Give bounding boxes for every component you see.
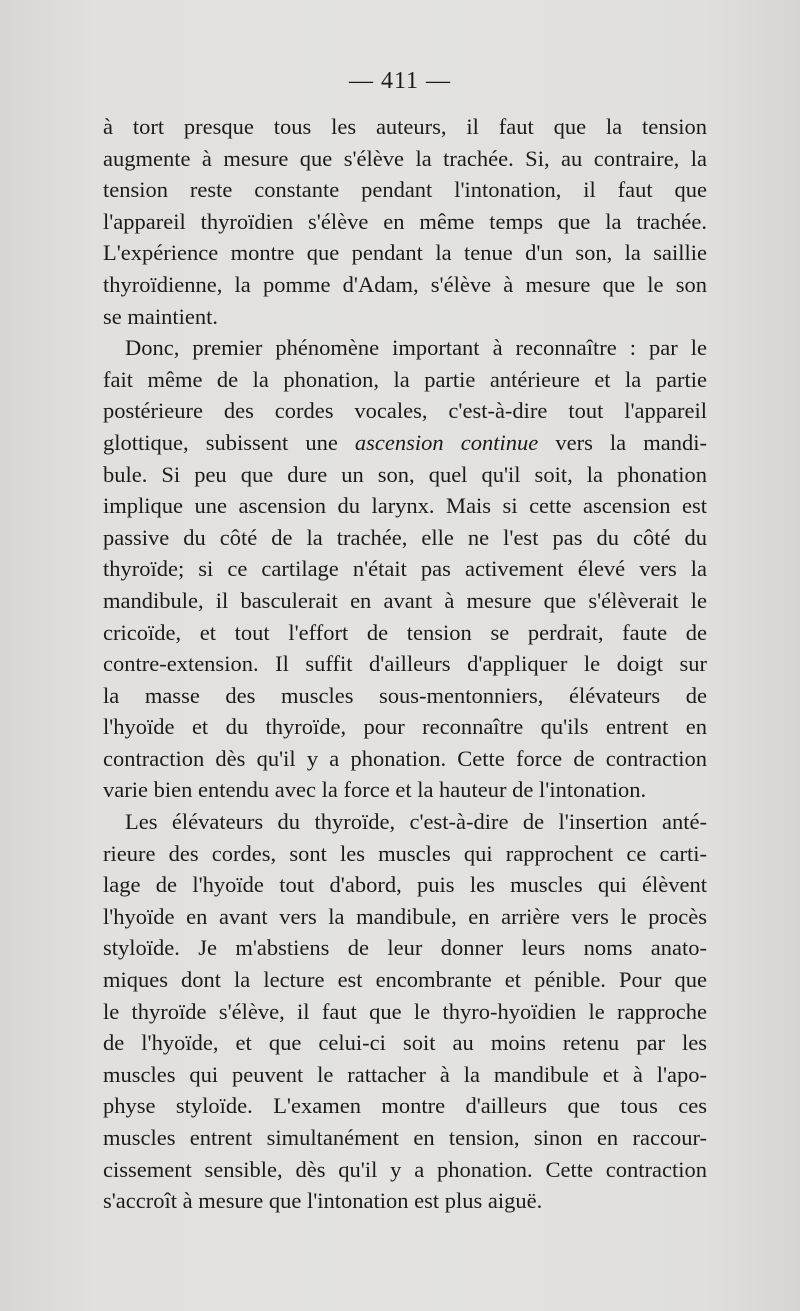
text-line: lage de l'hyoïde tout d'abord, puis les muscles qui élèvent: [103, 872, 707, 898]
text-line: Donc, premier phénomène important à reconnaître : par le: [125, 335, 707, 361]
text-line: cricoïde, et tout l'effort de tension se perdrait, faute de: [103, 619, 707, 645]
paragraph-3: [103, 806, 707, 1217]
text-line: L'expérience montre que pendant la tenue d'un son, la saillie: [103, 240, 707, 266]
text-line: de l'hyoïde, et que celui-ci soit au moins retenu par les: [103, 1030, 707, 1056]
text-line: cissement sensible, dès qu'il y a phonation. Cette contraction: [103, 1156, 707, 1182]
body-text: [103, 111, 707, 1217]
text-line: implique une ascension du larynx. Mais si cette ascension est: [103, 493, 707, 519]
text-line: styloïde. Je m'abstiens de leur donner leurs noms anato-: [103, 935, 707, 961]
text-line: se maintient.: [103, 303, 218, 329]
text-line: rieure des cordes, sont les muscles qui rapprochent ce carti-: [103, 840, 707, 866]
text-line: la masse des muscles sous-mentonniers, élévateurs de: [103, 682, 707, 708]
text-line: tension reste constante pendant l'intonation, il faut que: [103, 177, 707, 203]
text-line: thyroïde; si ce cartilage n'était pas activement élevé vers la: [103, 556, 707, 582]
text-line: physe styloïde. L'examen montre d'ailleurs que tous ces: [103, 1093, 707, 1119]
paragraph-1: [103, 111, 707, 332]
text-line: muscles entrent simultanément en tension, sinon en raccour-: [103, 1125, 707, 1150]
text-line: mandibule, il basculerait en avant à mesure que s'élèverait le: [103, 587, 707, 613]
text-line: Les élévateurs du thyroïde, c'est-à-dire de l'insertion anté-: [125, 809, 707, 835]
page-number: — 411 —: [348, 68, 452, 94]
text-line: contre-extension. Il suffit d'ailleurs d'appliquer le doigt sur: [103, 651, 707, 677]
text-line-with-emphasis: [103, 427, 707, 459]
text-line: augmente à mesure que s'élève la trachée. Si, au contraire, la: [103, 145, 707, 171]
text-line: le thyroïde s'élève, il faut que le thyro-hyoïdien le rapproche: [103, 998, 707, 1024]
text-segment: glottique, subissent une: [103, 429, 338, 455]
text-line: varie bien entendu avec la force et la hauteur de l'intonation.: [103, 777, 647, 803]
paragraph-2: [103, 332, 707, 806]
text-line: thyroïdienne, la pomme d'Adam, s'élève à mesure que le son: [103, 271, 707, 297]
text-line: l'appareil thyroïdien s'élève en même temps que la trachée.: [103, 208, 707, 234]
text-line: s'accroît à mesure que l'intonation est plus aiguë.: [103, 1188, 543, 1214]
text-line: contraction dès qu'il y a phonation. Cette force de contraction: [103, 745, 707, 771]
text-line: miques dont la lecture est encombrante et pénible. Pour que: [103, 967, 707, 993]
emphasized-text: ascension continue: [354, 429, 539, 455]
text-segment: vers la mandi-: [555, 429, 707, 455]
text-line: muscles qui peuvent le rattacher à la mandibule et à l'apo-: [103, 1061, 707, 1087]
text-line: l'hyoïde en avant vers la mandibule, en arrière vers le procès: [103, 903, 707, 929]
text-line: postérieure des cordes vocales, c'est-à-dire tout l'appareil: [103, 398, 707, 424]
text-line: bule. Si peu que dure un son, quel qu'il soit, la phonation: [103, 461, 707, 487]
text-line: à tort presque tous les auteurs, il faut que la tension: [103, 114, 707, 139]
text-line: fait même de la phonation, la partie antérieure et la partie: [103, 366, 707, 392]
text-line: l'hyoïde et du thyroïde, pour reconnaître qu'ils entrent en: [103, 714, 707, 740]
text-line: passive du côté de la trachée, elle ne l'est pas du côté du: [103, 524, 707, 550]
